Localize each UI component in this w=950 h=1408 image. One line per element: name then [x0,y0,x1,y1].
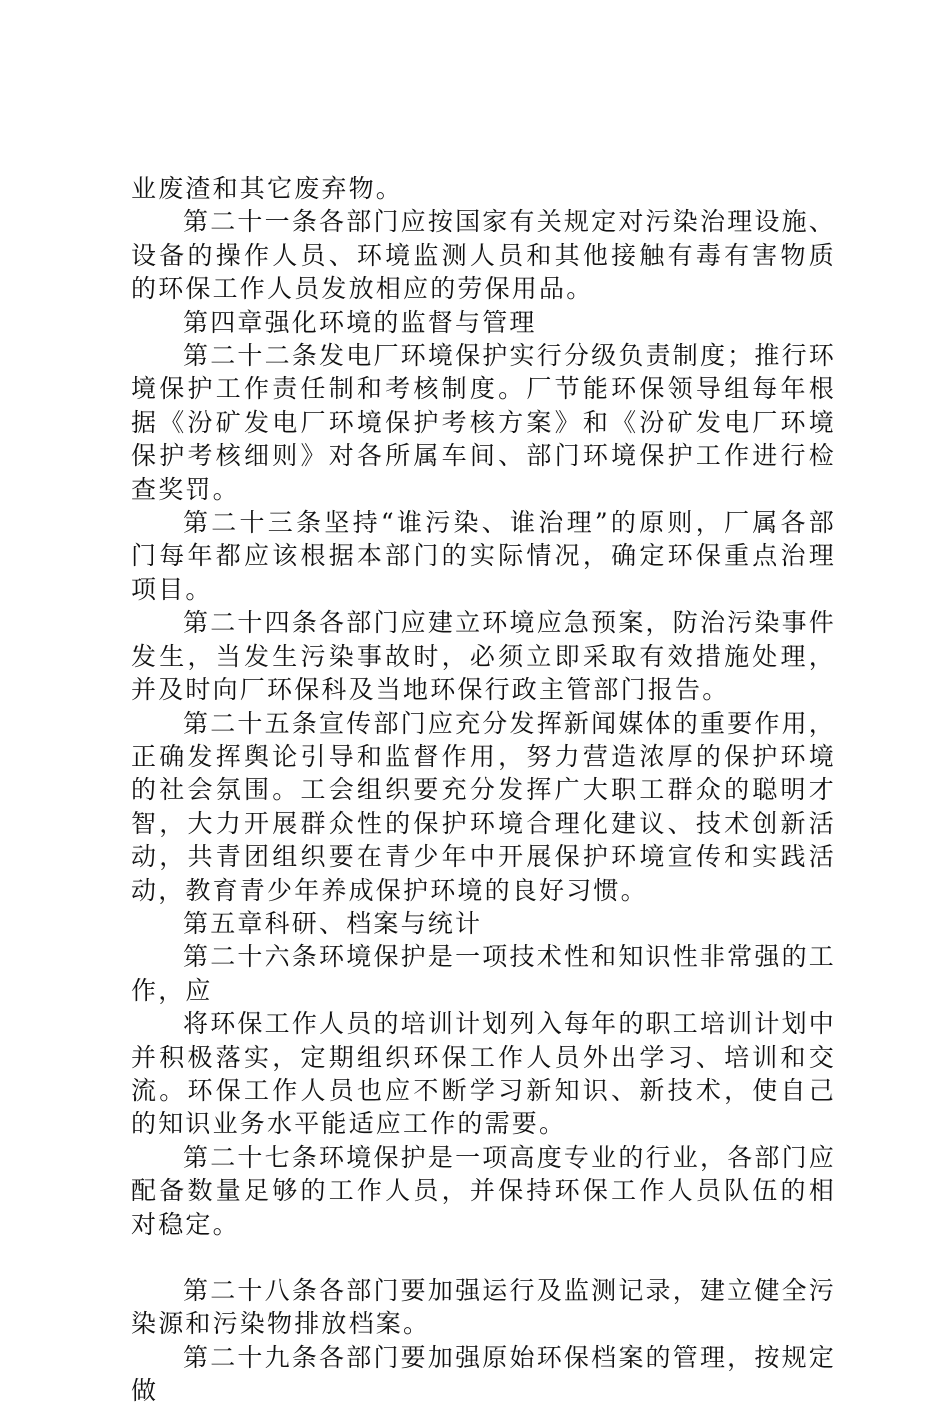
article-26-continuation: 将环保工作人员的培训计划列入每年的职工培训计划中并积极落实，定期组织环保工作人员外出学习、培训和交流。环保工作人员也应不断学习新知识、新技术，使自己的知识业务水平能适应工作的需要。 [131,1009,836,1139]
article-29: 第二十九条各部门要加强原始环保档案的管理，按规定做 [131,1342,836,1406]
chapter-4-heading: 第四章强化环境的监督与管理 [183,307,537,337]
paragraph-continuation: 业废渣和其它废弃物。 [131,174,404,203]
blank-line [131,1241,836,1274]
document-body [131,172,836,1408]
article-22: 第二十二条发电厂环境保护实行分级负责制度；推行环境保护工作责任制和考核制度。厂节能环保领导组每年根据《汾矿发电厂环境保护考核方案》和《汾矿发电厂环境保护考核细则》对各所属车间、部门环境保护工作进行检查奖罚。 [131,341,836,504]
article-21: 第二十一条各部门应按国家有关规定对污染治理设施、设备的操作人员、环境监测人员和其他接触有毒有害物质的环保工作人员发放相应的劳保用品。 [131,207,836,304]
chapter-5-heading: 第五章科研、档案与统计 [183,908,483,938]
article-28: 第二十八条各部门要加强运行及监测记录，建立健全污染源和污染物排放档案。 [131,1276,836,1339]
article-26: 第二十六条环境保护是一项技术性和知识性非常强的工作，应 [131,942,836,1005]
article-27: 第二十七条环境保护是一项高度专业的行业，各部门应配备数量足够的工作人员，并保持环保工作人员队伍的相对稳定。 [131,1142,836,1239]
article-24: 第二十四条各部门应建立环境应急预案，防治污染事件发生，当发生污染事故时，必须立即采取有效措施处理，并及时向厂环保科及当地环保行政主管部门报告。 [131,608,836,705]
article-25: 第二十五条宣传部门应充分发挥新闻媒体的重要作用，正确发挥舆论引导和监督作用，努力营造浓厚的保护环境的社会氛围。工会组织要充分发挥广大职工群众的聪明才智，大力开展群众性的保护环境合理化建议、技术创新活动，共青团组织要在青少年中开展保护环境宣传和实践活动，教育青少年养成保护环境的良好习惯。 [131,708,836,905]
article-23: 第二十三条坚持“谁污染、谁治理”的原则，厂属各部门每年都应该根据本部门的实际情况，确定环保重点治理项目。 [131,508,836,604]
